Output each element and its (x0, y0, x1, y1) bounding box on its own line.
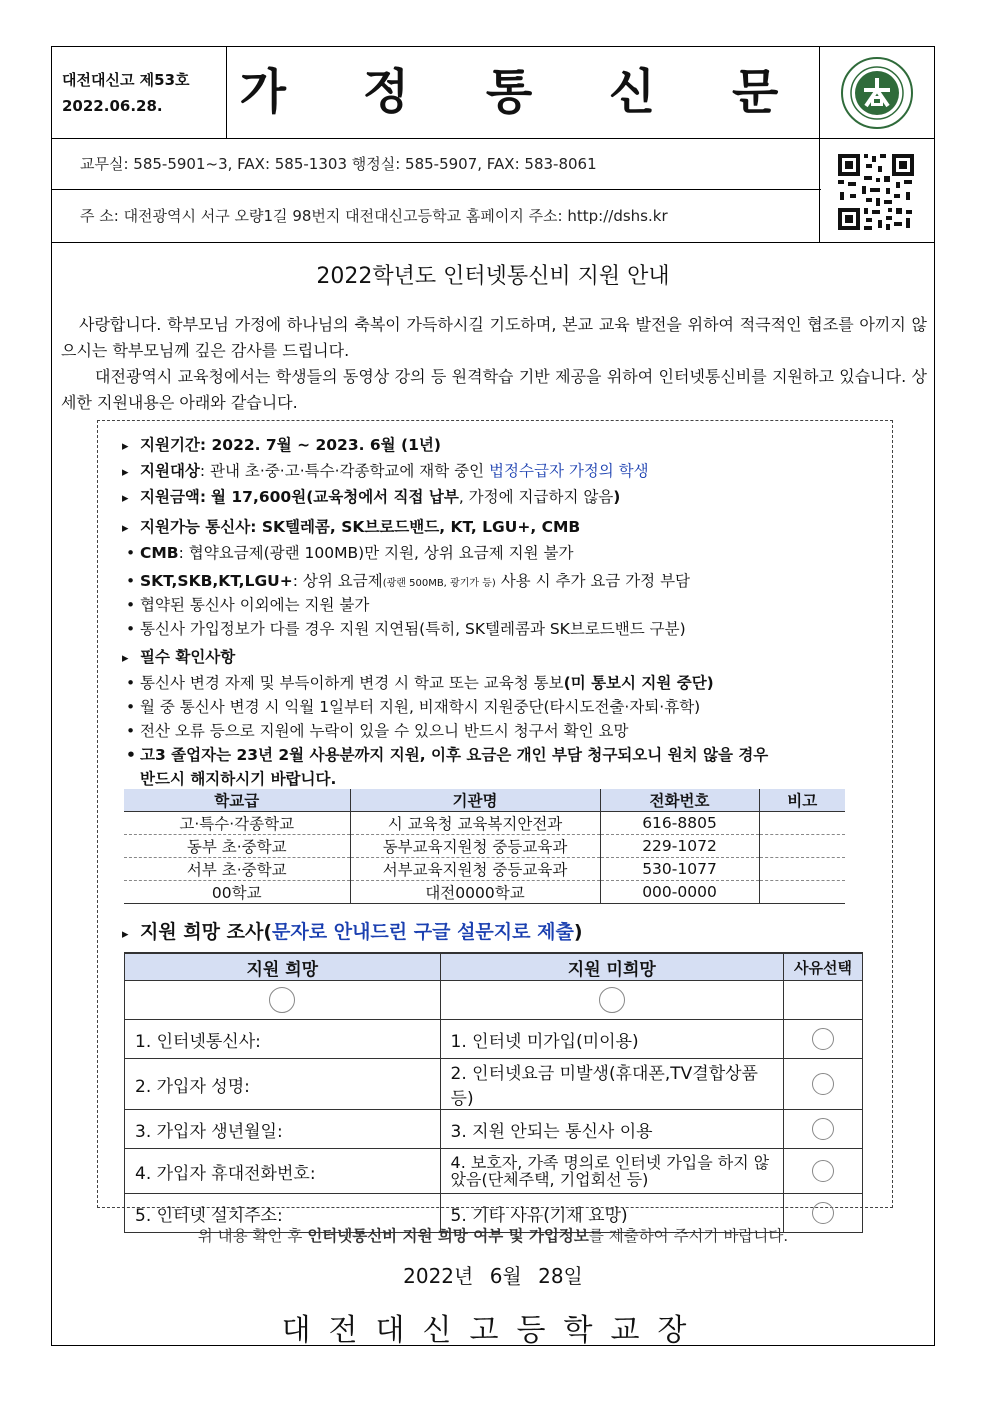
col-header: 전화번호 (600, 789, 759, 812)
table-row (124, 858, 845, 881)
document-frame (51, 46, 935, 1346)
supported-carriers: ▸ 지원가능 통신사: SK텔레콤, SK브로드밴드, KT, LGU+, CMB (122, 515, 580, 537)
table-cell: 서부교육지원청 중등교육과 (350, 858, 600, 881)
survey-table (124, 952, 863, 1233)
intro-paragraph-2: 대전광역시 교육청에서는 학생들의 동영상 강의 등 원격학습 기반 제공을 위하여 인터넷통신비를 지원하고 있습니다. 상세한 지원내용은 아래와 같습니다. (61, 367, 927, 412)
radio-circle-icon[interactable] (812, 1028, 834, 1050)
empty-cell (784, 981, 863, 1020)
table-cell: 동부교육지원청 중등교육과 (350, 835, 600, 858)
table-row (124, 881, 845, 904)
col-header: 비고 (759, 789, 845, 812)
table-cell (759, 881, 845, 904)
qr-code-icon (836, 152, 916, 232)
col-header: 학교급 (124, 789, 350, 812)
table-row (124, 835, 845, 858)
skt-note: • SKT,SKB,KT,LGU+: 상위 요금제(광랜 500MB, 광기가 등) 사용 시 추가 요금 가정 부담 (126, 569, 690, 591)
support-field-birthdate[interactable]: 3. 가입자 생년월일: (125, 1110, 441, 1149)
support-yes-option[interactable] (125, 981, 441, 1020)
page-title: 가 정 통 신 문 (239, 64, 809, 120)
check-item-3: • 전산 오류 등으로 지원에 누락이 있을 수 있으니 반드시 청구서 확인 요망 (126, 719, 628, 741)
radio-circle-icon[interactable] (269, 987, 295, 1013)
support-field-phone[interactable]: 4. 가입자 휴대전화번호: (125, 1149, 441, 1194)
other-carrier-note: • 협약된 통신사 이외에는 지원 불가 (126, 593, 369, 615)
table-cell: 229-1072 (600, 835, 759, 858)
radio-circle-icon[interactable] (812, 1202, 834, 1224)
table-row (125, 1059, 863, 1110)
reason-select[interactable] (784, 1110, 863, 1149)
issue-number: 대전대신고 제53호 (62, 71, 190, 89)
check-item-1: • 통신사 변경 자제 및 부득이하게 변경 시 학교 또는 교육청 통보(미 통보시 지원 중단) (126, 671, 714, 693)
qr-code[interactable] (819, 138, 934, 242)
table-cell: 동부 초·중학교 (124, 835, 350, 858)
reason-select[interactable] (784, 1059, 863, 1110)
table-cell: 00학교 (124, 881, 350, 904)
must-check-heading: ▸ 필수 확인사항 (122, 645, 235, 667)
reason-item: 4. 보호자, 가족 명의로 인터넷 가입을 하지 않았음(단체주택, 기업회선 등) (440, 1149, 784, 1194)
table-cell: 고·특수·각종학교 (124, 812, 350, 835)
table-row (125, 1020, 863, 1059)
survey-choice-row (125, 981, 863, 1020)
address-info: 주 소: 대전광역시 서구 오량1길 98번지 대전대신고등학교 홈페이지 주소: http://dshs.kr (80, 207, 668, 225)
survey-heading: ▸ 지원 희망 조사(문자로 안내드린 구글 설문지로 제출) (122, 917, 583, 944)
reason-item: 5. 기타 사유(기재 요망) (440, 1194, 784, 1233)
reason-select[interactable] (784, 1020, 863, 1059)
school-logo (819, 47, 934, 138)
mismatch-note: • 통신사 가입정보가 다를 경우 지원 지연됨(특히, SK텔레콤과 SK브로드밴드 구분) (126, 617, 686, 639)
radio-circle-icon[interactable] (812, 1160, 834, 1182)
intro-paragraph-1: 사랑합니다. 학부모님 가정에 하나님의 축복이 가득하시길 기도하며, 본교 교육 발전을 위하여 적극적인 협조를 아끼지 않으시는 학부모님께 깊은 감사를 드립니다. (61, 315, 927, 360)
table-cell (759, 835, 845, 858)
radio-circle-icon[interactable] (599, 987, 625, 1013)
contact-info: 교무실: 585-5901~3, FAX: 585-1303 행정실: 585-5907, FAX: 583-8061 (52, 138, 821, 190)
table-cell: 대전0000학교 (350, 881, 600, 904)
check-item-2: • 월 중 통신사 변경 시 익월 1일부터 지원, 비재학시 지원중단(타시도전출·자퇴·휴학) (126, 695, 700, 717)
header-divider (52, 242, 934, 243)
reason-item: 1. 인터넷 미가입(미이용) (440, 1020, 784, 1059)
contact-table (124, 789, 845, 904)
issue-info (52, 47, 227, 138)
school-emblem-icon (840, 56, 914, 130)
reason-item: 3. 지원 안되는 통신사 이용 (440, 1110, 784, 1149)
table-row (125, 1110, 863, 1149)
support-field-carrier[interactable]: 1. 인터넷통신사: (125, 1020, 441, 1059)
radio-circle-icon[interactable] (812, 1073, 834, 1095)
survey-header (125, 953, 863, 981)
support-period: ▸ 지원기간: 2022. 7월 ~ 2023. 6월 (1년) (122, 433, 441, 455)
support-field-address[interactable]: 5. 인터넷 설치주소: (125, 1194, 441, 1233)
support-target: ▸ 지원대상: 관내 초·중·고·특수·각종학교에 재학 중인 법정수급자 가정의 학생 (122, 459, 649, 481)
col-header: 사유선택 (784, 953, 863, 981)
table-cell (759, 812, 845, 835)
header-top-row (52, 47, 934, 139)
contact-table-header (124, 789, 845, 812)
support-amount: ▸ 지원금액: 월 17,600원(교육청에서 직접 납부, 가정에 지급하지 않음) (122, 485, 620, 507)
table-row (124, 812, 845, 835)
col-header: 지원 희망 (125, 953, 441, 981)
support-no-option[interactable] (440, 981, 784, 1020)
issue-date: 2022.06.28. (62, 97, 163, 115)
col-header: 기관명 (350, 789, 600, 812)
table-cell: 시 교육청 교육복지안전과 (350, 812, 600, 835)
principal-signature: 대전대신고등학교장 (281, 1313, 705, 1348)
table-row (125, 1149, 863, 1194)
table-cell: 000-0000 (600, 881, 759, 904)
footer-date: 2022년 6월 28일 (403, 1264, 583, 1288)
footer-note: 위 내용 확인 후 인터넷통신비 지원 희망 여부 및 가입정보를 제출하여 주시기 바랍니다. (197, 1227, 789, 1245)
radio-circle-icon[interactable] (812, 1118, 834, 1140)
support-field-name[interactable]: 2. 가입자 성명: (125, 1059, 441, 1110)
table-cell: 616-8805 (600, 812, 759, 835)
document-title: 2022학년도 인터넷통신비 지원 안내 (316, 264, 670, 289)
table-cell (759, 858, 845, 881)
cmb-note: • CMB: 협약요금제(광랜 100MB)만 지원, 상위 요금제 지원 불가 (126, 541, 573, 563)
check-item-4-cont: 반드시 해지하시기 바랍니다. (140, 770, 337, 788)
col-header: 지원 미희망 (440, 953, 784, 981)
reason-select[interactable] (784, 1149, 863, 1194)
check-item-4: • 고3 졸업자는 23년 2월 사용분까지 지원, 이후 요금은 개인 부담 청구되오니 원치 않을 경우 (126, 743, 768, 765)
reason-item: 2. 인터넷요금 미발생(휴대폰,TV결합상품 등) (440, 1059, 784, 1110)
table-cell: 530-1077 (600, 858, 759, 881)
table-cell: 서부 초·중학교 (124, 858, 350, 881)
